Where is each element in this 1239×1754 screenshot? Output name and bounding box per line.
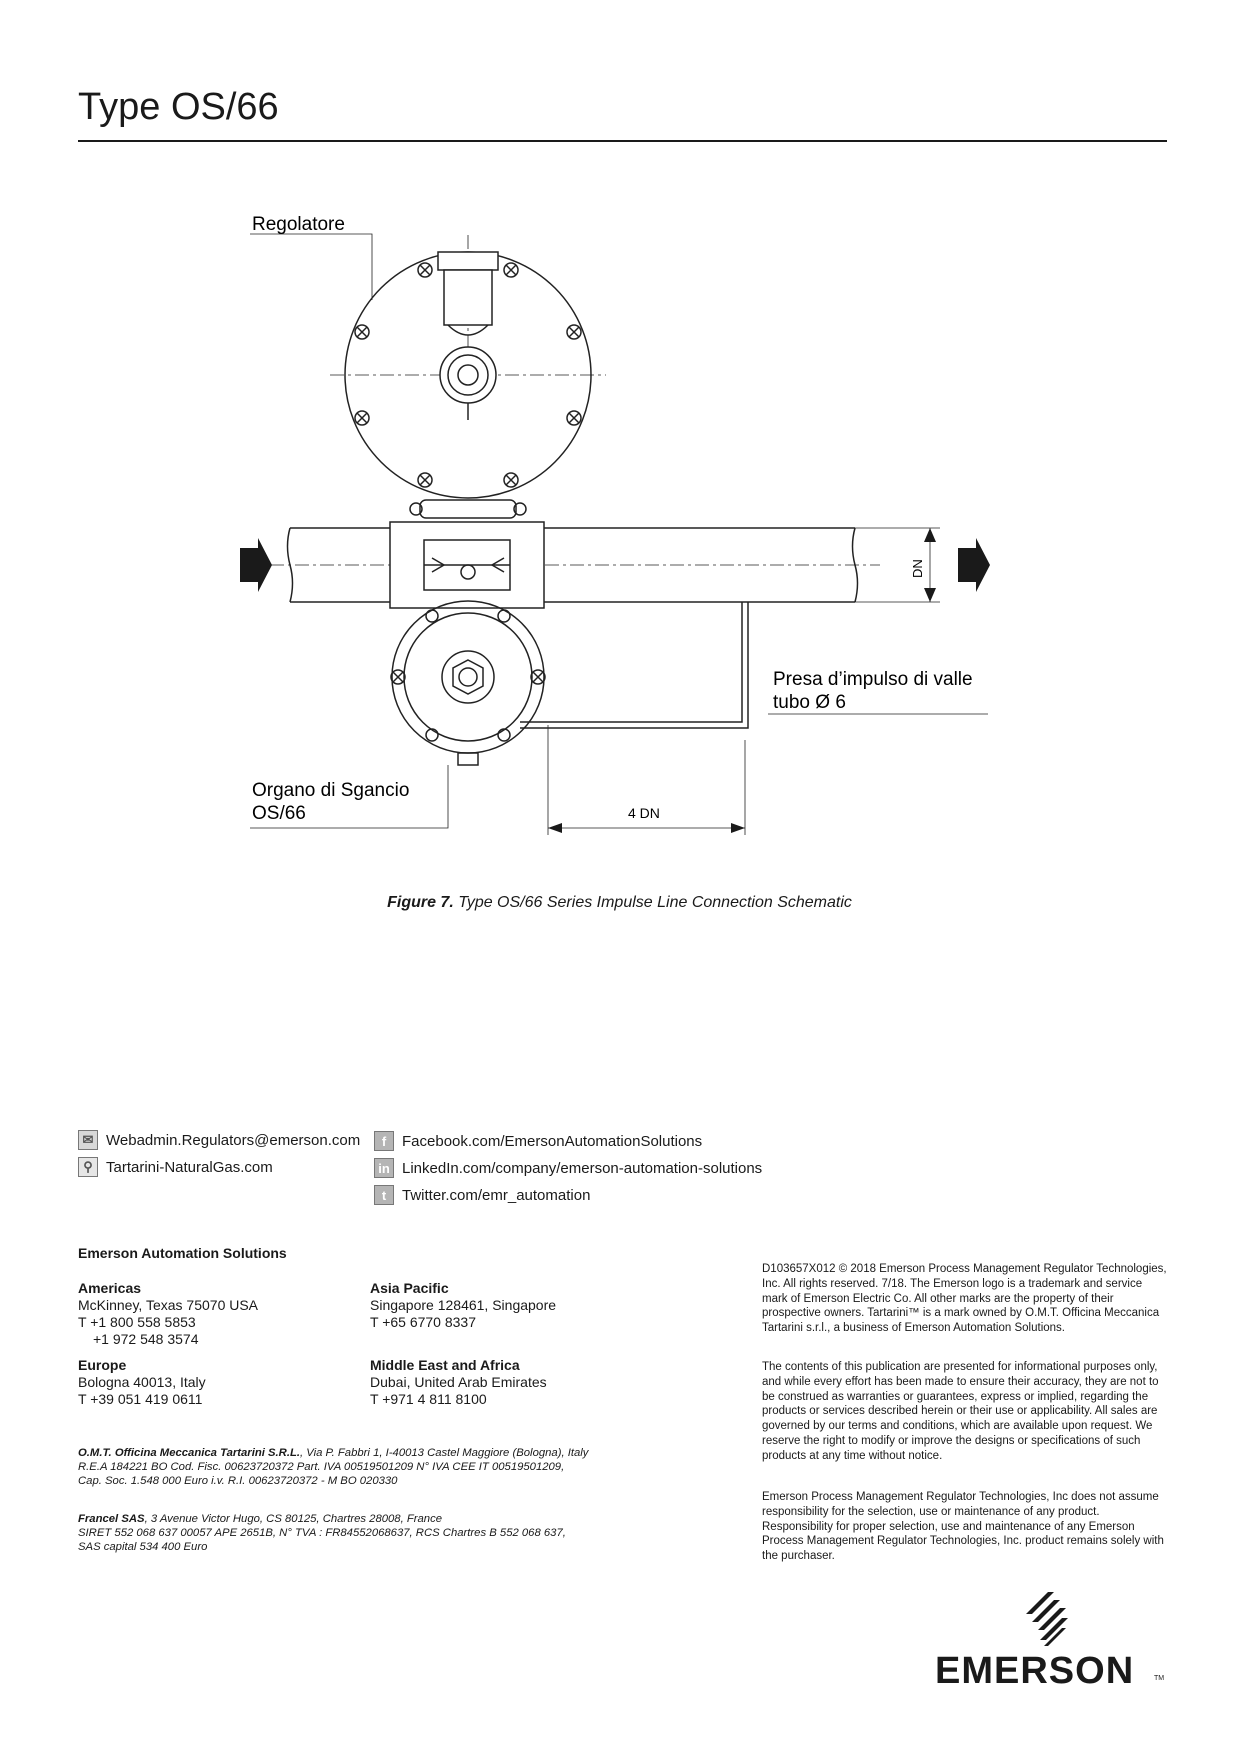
francel-line2: SIRET 552 068 637 00057 APE 2651B, N° TVA : FR84552068637, RCS Chartres B 552 068 637, [78,1527,566,1539]
europe-line1: Bologna 40013, Italy [78,1374,206,1390]
omt-line3: Cap. Soc. 1.548 000 Euro i.v. R.I. 00623720372 - M BO 020330 [78,1475,398,1487]
omt-addr: , Via P. Fabbri 1, I-40013 Castel Maggiore (Bologna), Italy [300,1447,589,1459]
legal-omt [78,1446,588,1488]
americas-line1: McKinney, Texas 75070 USA [78,1297,259,1313]
twitter-text: Twitter.com/emr_automation [402,1186,591,1204]
region-mea [370,1357,547,1408]
europe-name: Europe [78,1357,127,1373]
company-name: Emerson Automation Solutions [78,1245,287,1261]
region-americas [78,1280,258,1348]
asia-line1: Singapore 128461, Singapore [370,1297,557,1313]
label-dn: DN [910,559,925,578]
emerson-logo-word: EMERSON [935,1650,1135,1692]
region-asia [370,1280,556,1331]
contact-website[interactable] [78,1157,273,1177]
americas-name: Americas [78,1280,142,1296]
figure-caption [0,894,1239,912]
europe-line2: T +39 051 419 0611 [78,1391,203,1407]
legal-francel [78,1512,566,1554]
asia-name: Asia Pacific [370,1280,449,1296]
francel-addr: , 3 Avenue Victor Hugo, CS 80125, Chartres 28008, France [144,1513,443,1525]
trademark-mark: TM [1154,1675,1165,1682]
linkedin-icon: in [374,1158,394,1178]
trip-device-body [392,601,544,753]
asia-line2: T +65 6770 8337 [370,1314,477,1330]
mea-line2: T +971 4 811 8100 [370,1391,487,1407]
mail-icon: ✉ [78,1130,98,1150]
francel-name: Francel SAS [78,1513,145,1525]
disclaimer-1: D103657X012 © 2018 Emerson Process Management Regulator Technologies, Inc. All rights reserved. 7/18. The Emerson logo is a trademark and service mark of Emerson Electric Co. All other marks are the property of their prospective owners. Tartarini™ is a mark owned by O.M.T. Officina Meccanica Tartarini s.r.l., a business of Emerson Automation Solutions. [762,1263,1167,1335]
disclaimer-3: Emerson Process Management Regulator Technologies, Inc does not assume responsibility for the selection, use or maintenance of any product. Responsibility for proper selection, use and maintenance of any Emerson Process Management Regulator Technologies, Inc. product remains solely with the purchaser. [762,1491,1164,1563]
contact-twitter[interactable] [374,1185,590,1205]
contact-linkedin[interactable] [374,1158,762,1178]
label-presa-2: tubo Ø 6 [773,692,846,713]
omt-name: O.M.T. Officina Meccanica Tartarini S.R.L. [78,1447,301,1459]
page-title: Type OS/66 [78,86,279,128]
facebook-icon: f [374,1131,394,1151]
americas-line2: T +1 800 558 5853 [78,1314,196,1330]
mea-name: Middle East and Africa [370,1357,520,1373]
omt-line2: R.E.A 184221 BO Cod. Fisc. 00623720372 Part. IVA 00519501209 N° IVA CEE IT 00519501209, [78,1461,565,1473]
facebook-text: Facebook.com/EmersonAutomationSolutions [402,1132,703,1150]
label-organo-2: OS/66 [252,803,306,824]
caption-number: Figure 7. [387,894,454,911]
label-4dn: 4 DN [628,805,660,821]
label-regolatore: Regolatore [252,214,345,235]
americas-line3: +1 972 548 3574 [93,1331,199,1347]
disclaimer-2: The contents of this publication are presented for informational purposes only, and while every effort has been made to ensure their accuracy, they are not to be construed as warranties or guarantees, express or implied, regarding the products or services described herein or their use or applicability. All sales are governed by our terms and conditions, which are available upon request. We reserve the right to modify or improve the designs or specifications of such products at any time without notice. [762,1361,1159,1462]
website-text: Tartarini-NaturalGas.com [106,1158,273,1176]
francel-line3: SAS capital 534 400 Euro [78,1541,208,1553]
label-organo-1: Organo di Sgancio [252,780,410,801]
emerson-logo-mark [1018,1590,1070,1648]
search-icon: ⚲ [78,1157,98,1177]
contact-facebook[interactable] [374,1131,702,1151]
caption-text: Type OS/66 Series Impulse Line Connection Schematic [453,894,852,911]
email-text: Webadmin.Regulators@emerson.com [106,1131,361,1149]
twitter-icon: t [374,1185,394,1205]
mea-line1: Dubai, United Arab Emirates [370,1374,547,1390]
flow-arrow-in [240,538,272,592]
contact-email[interactable] [78,1130,360,1150]
linkedin-text: LinkedIn.com/company/emerson-automation-solutions [402,1159,763,1177]
label-presa-1: Presa d’impulso di valle [773,669,973,690]
region-europe [78,1357,206,1408]
flow-arrow-out [958,538,990,592]
